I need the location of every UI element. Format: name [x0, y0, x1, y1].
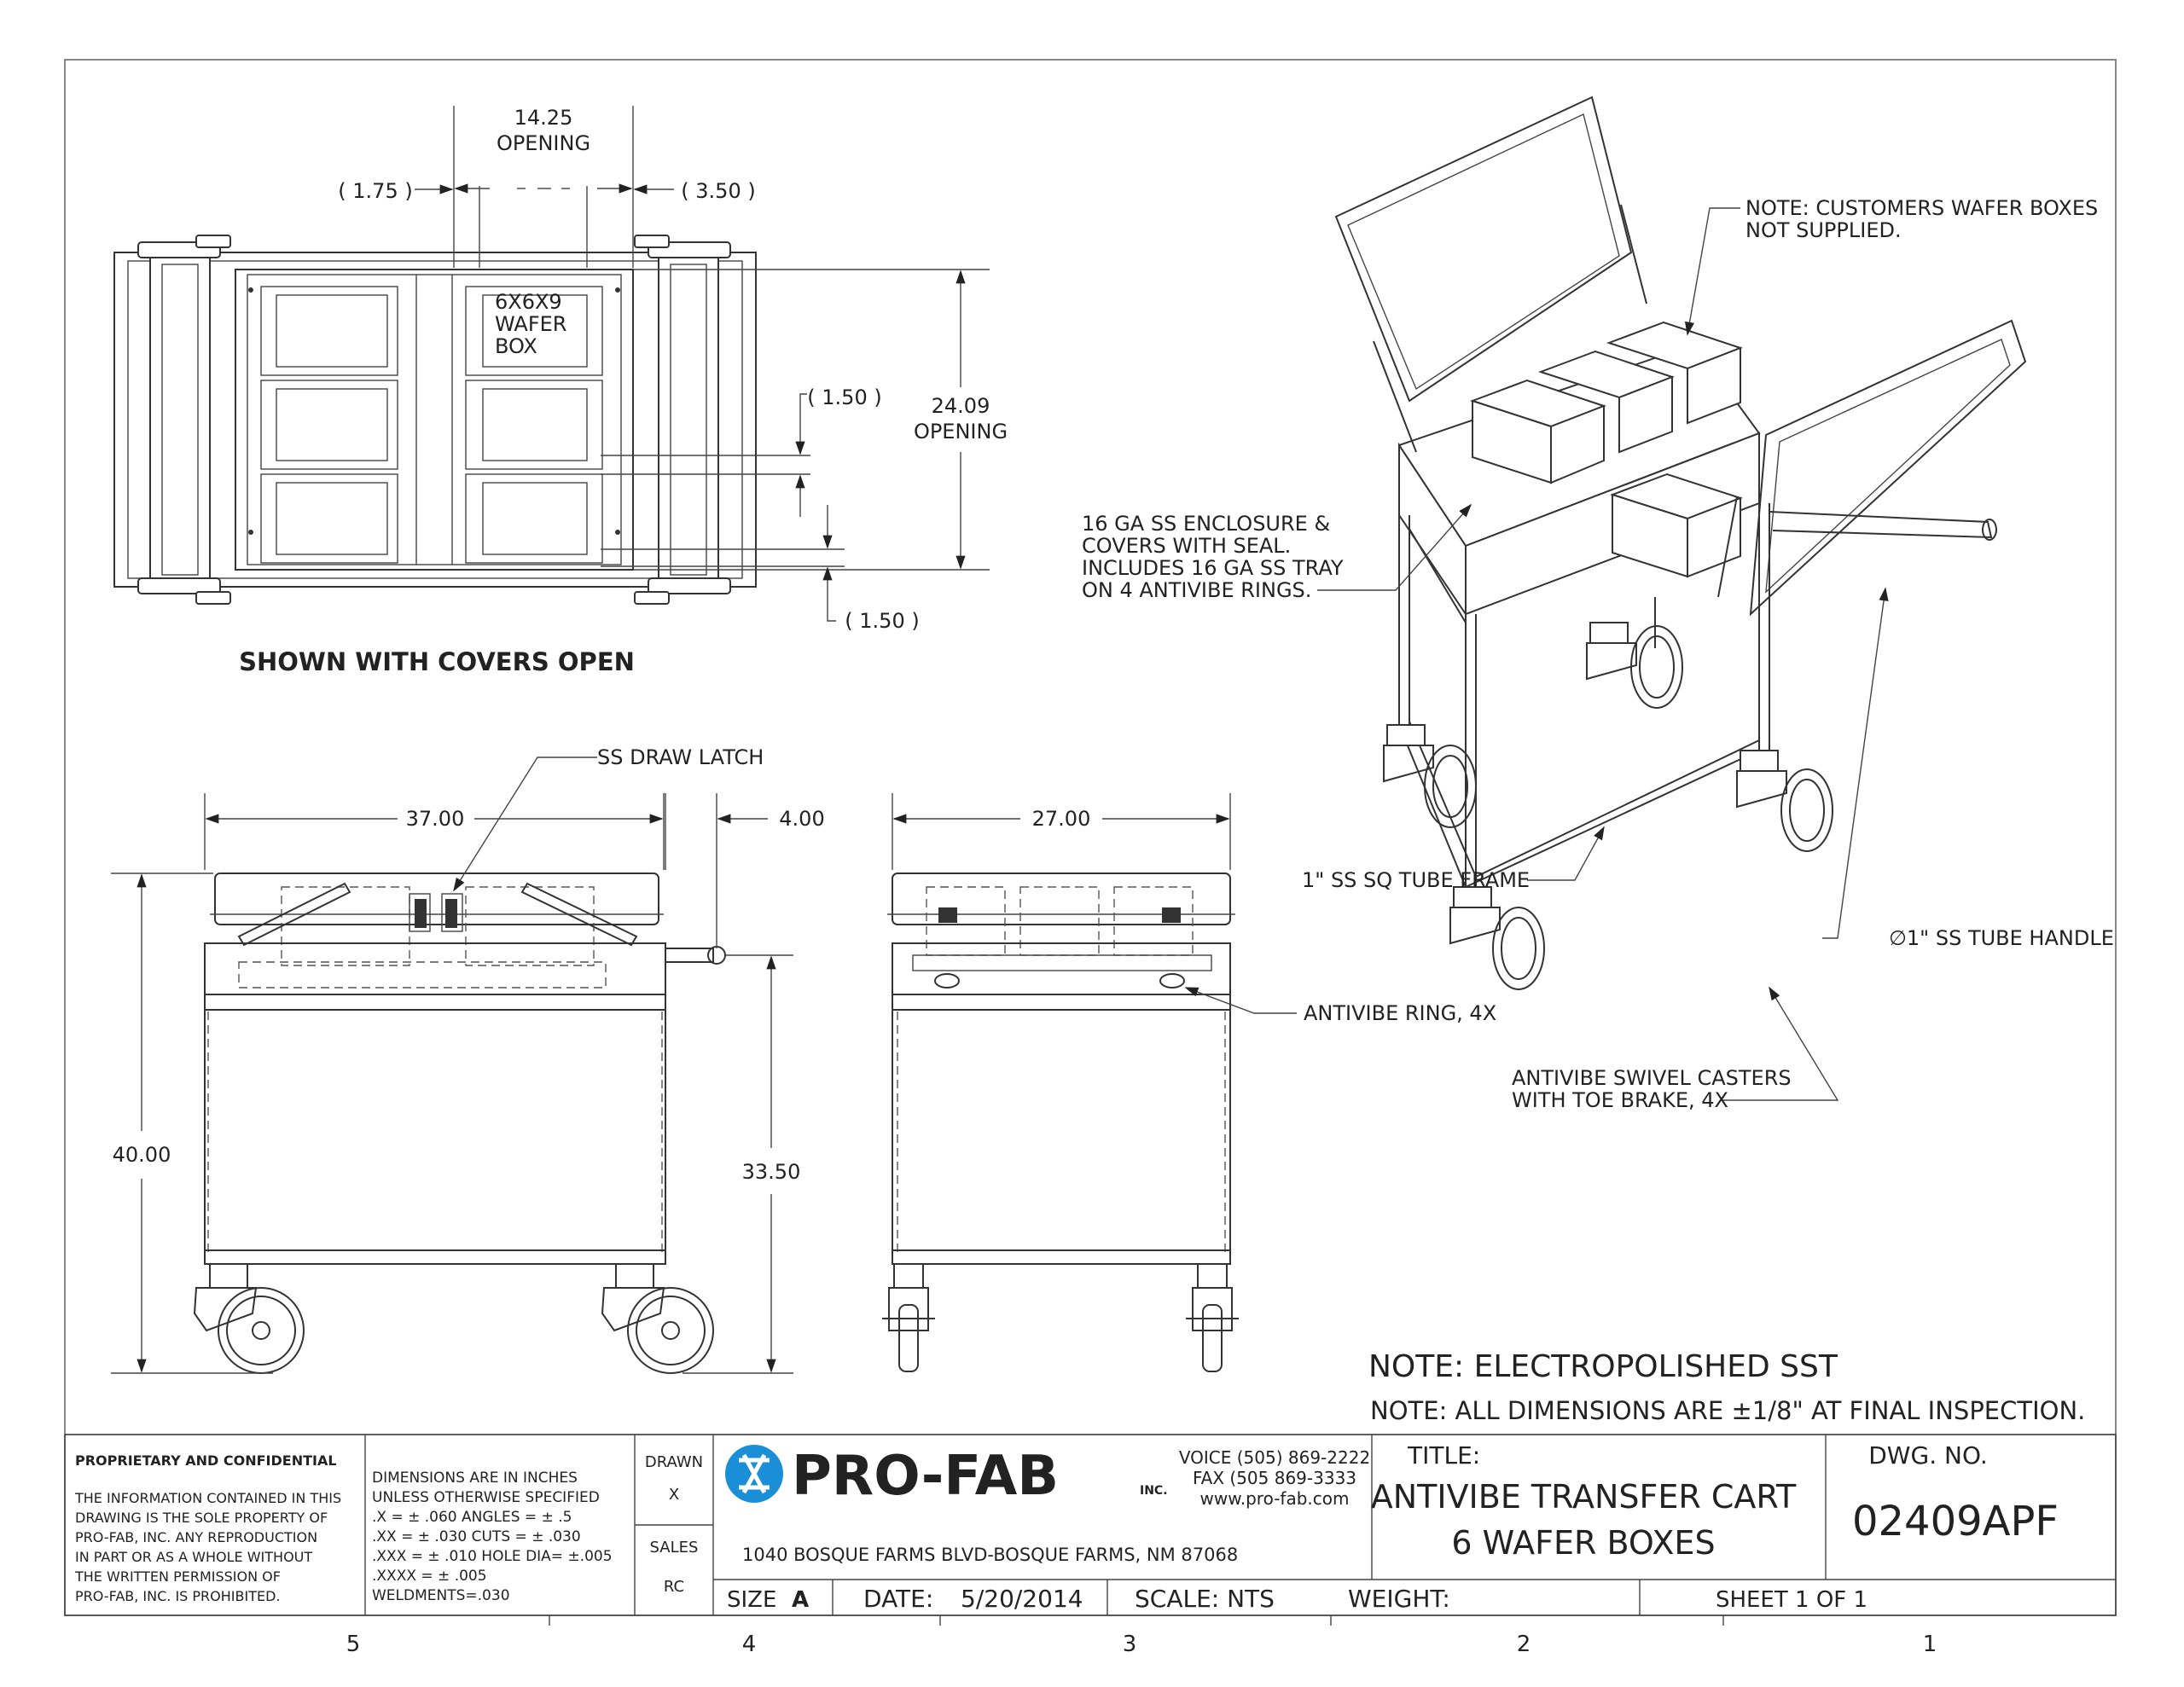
antivibe-ring-label: ANTIVIBE RING, 4X — [1304, 1001, 1497, 1025]
logo-text: PRO-FAB — [792, 1445, 1060, 1508]
drawn-label: DRAWN — [644, 1453, 704, 1471]
proprietary-line-2: DRAWING IS THE SOLE PROPERTY OF — [75, 1510, 328, 1526]
size-value: A — [792, 1587, 810, 1613]
note-electropolished: NOTE: ELECTROPOLISHED SST — [1368, 1349, 1838, 1384]
dwg-no: 02409APF — [1851, 1498, 2059, 1545]
drawn-value: X — [668, 1486, 680, 1504]
tolerance-line-3: .X = ± .060 ANGLES = ± .5 — [372, 1509, 572, 1526]
zone-1: 1 — [1922, 1632, 1937, 1657]
proprietary-line-6: PRO-FAB, INC. IS PROHIBITED. — [75, 1588, 281, 1604]
wafer-box-label-3: BOX — [495, 334, 537, 358]
note-wafer-boxes-2: NOT SUPPLIED. — [1745, 218, 1902, 242]
dim-opening-width: 14.25 — [514, 106, 573, 130]
note-tolerance: NOTE: ALL DIMENSIONS ARE ±1/8" AT FINAL INSPECTION. — [1370, 1396, 2086, 1425]
iso-view — [1082, 97, 2114, 1112]
dim-front-width: 37.00 — [405, 807, 465, 831]
zone-3: 3 — [1122, 1632, 1137, 1657]
tolerance-line-6: .XXXX = ± .005 — [372, 1568, 487, 1585]
wafer-box-label-2: WAFER — [495, 312, 567, 336]
casters-label-2: WITH TOE BRAKE, 4X — [1512, 1088, 1728, 1112]
latch-label: SS DRAW LATCH — [597, 745, 764, 769]
proprietary-line-4: IN PART OR AS A WHOLE WITHOUT — [75, 1549, 313, 1565]
enclosure-note-3: INCLUDES 16 GA SS TRAY — [1082, 556, 1344, 580]
date-label: DATE: — [863, 1585, 934, 1613]
tolerance-line-4: .XX = ± .030 CUTS = ± .030 — [372, 1528, 581, 1545]
dim-right-offset: ( 3.50 ) — [681, 179, 756, 203]
handle-label: ∅1" SS TUBE HANDLE — [1889, 926, 2114, 950]
sheet-number: SHEET 1 OF 1 — [1715, 1587, 1868, 1613]
title-line-1: ANTIVIBE TRANSFER CART — [1370, 1478, 1797, 1516]
note-wafer-boxes-1: NOTE: CUSTOMERS WAFER BOXES — [1745, 196, 2099, 220]
dim-spacing-top: ( 1.50 ) — [807, 386, 882, 409]
proprietary-line-3: PRO-FAB, INC. ANY REPRODUCTION — [75, 1529, 318, 1545]
top-view-caption: SHOWN WITH COVERS OPEN — [239, 647, 635, 676]
dim-handle-height: 33.50 — [741, 1160, 801, 1184]
proprietary-line-1: THE INFORMATION CONTAINED IN THIS — [75, 1490, 342, 1506]
dim-opening-depth: 24.09 — [931, 394, 990, 418]
weight: WEIGHT: — [1348, 1585, 1450, 1613]
tolerance-line-7: WELDMENTS=.030 — [372, 1587, 510, 1604]
dwg-no-label: DWG. NO. — [1868, 1441, 1988, 1470]
pro-fab-logo — [725, 1445, 1168, 1508]
tolerance-line-2: UNLESS OTHERWISE SPECIFIED — [372, 1489, 600, 1506]
sales-value: RC — [663, 1578, 685, 1596]
dim-overall-height: 40.00 — [112, 1143, 171, 1167]
sales-label: SALES — [649, 1539, 699, 1557]
website: www.pro-fab.com — [1199, 1488, 1350, 1509]
date-value: 5/20/2014 — [961, 1585, 1083, 1613]
address: 1040 BOSQUE FARMS BLVD-BOSQUE FARMS, NM 87068 — [742, 1545, 1239, 1565]
fax-number: FAX (505 869-3333 — [1192, 1468, 1357, 1488]
dim-handle-length: 4.00 — [779, 807, 825, 831]
size-label: SIZE — [727, 1587, 777, 1613]
wafer-box-label-1: 6X6X9 — [495, 290, 562, 314]
top-view — [114, 106, 1008, 676]
voice-number: VOICE (505) 869-2222 — [1178, 1447, 1371, 1468]
dim-left-offset: ( 1.75 ) — [338, 179, 413, 203]
enclosure-note-2: COVERS WITH SEAL. — [1082, 534, 1292, 558]
zone-4: 4 — [741, 1632, 757, 1657]
tolerance-line-5: .XXX = ± .010 HOLE DIA= ±.005 — [372, 1548, 613, 1565]
front-view — [111, 745, 825, 1373]
proprietary-heading: PROPRIETARY AND CONFIDENTIAL — [75, 1452, 337, 1469]
dim-side-width: 27.00 — [1031, 807, 1091, 831]
zone-2: 2 — [1516, 1632, 1531, 1657]
proprietary-line-5: THE WRITTEN PERMISSION OF — [75, 1568, 281, 1585]
scale: SCALE: NTS — [1135, 1585, 1275, 1613]
title-block — [65, 1435, 2116, 1615]
enclosure-note-4: ON 4 ANTIVIBE RINGS. — [1082, 578, 1312, 602]
tolerance-line-1: DIMENSIONS ARE IN INCHES — [372, 1470, 578, 1487]
dim-opening-depth-word: OPENING — [913, 420, 1008, 443]
zone-5: 5 — [346, 1632, 361, 1657]
dim-opening-width-word: OPENING — [496, 131, 591, 155]
logo-inc: INC. — [1140, 1484, 1168, 1498]
casters-label-1: ANTIVIBE SWIVEL CASTERS — [1512, 1066, 1792, 1090]
zone-markers — [346, 1615, 1937, 1657]
title-line-2: 6 WAFER BOXES — [1451, 1524, 1716, 1562]
enclosure-note-1: 16 GA SS ENCLOSURE & — [1082, 512, 1331, 536]
frame-label: 1" SS SQ TUBE FRAME — [1302, 868, 1531, 892]
dim-spacing-bottom: ( 1.50 ) — [845, 609, 920, 633]
title-label: TITLE: — [1408, 1441, 1481, 1470]
